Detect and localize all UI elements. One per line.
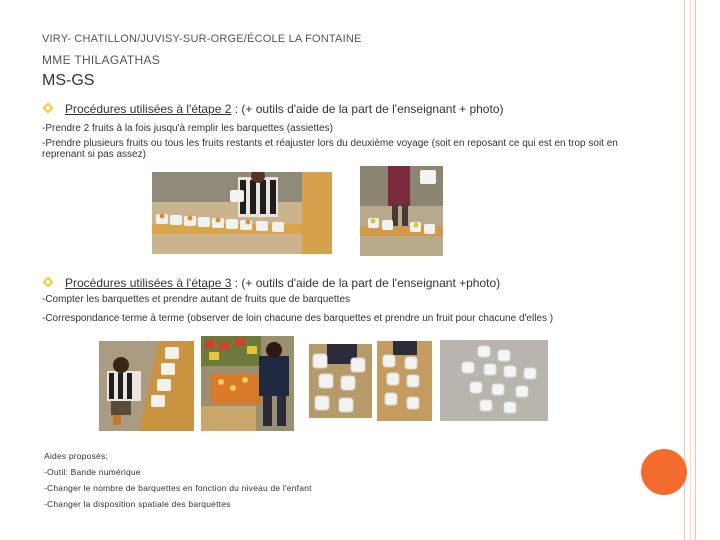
step3-item-2: -Correspondance terme à terme (observer de loin chacune des barquettes et prendre un fruit pour chacune d'elles ) [42, 313, 554, 324]
photo-step2-right [360, 166, 443, 256]
section-step2-title [65, 102, 504, 116]
section-step3-title [65, 276, 500, 290]
photo-step3-5 [440, 340, 548, 421]
bullet-icon [42, 276, 53, 287]
section-step3-title-underlined: Procédures utilisées à l'étape 3 [65, 276, 232, 290]
photo-step3-2 [201, 336, 294, 431]
border-line [695, 0, 696, 540]
teacher-name: MME THILAGATHAS [42, 53, 161, 67]
school-header: VIRY- CHATILLON/JUVISY-SUR-ORGE/ÉCOLE LA FONTAINE [42, 33, 362, 45]
section-step2-title-rest: : (+ outils d'aide de la part de l'enseignant + photo) [231, 102, 504, 116]
step2-item-2: -Prendre plusieurs fruits ou tous les fruits restants et réajuster lors du deuxième voyage (soit en reposant ce qui est en trop soit en reprenant si pas assez) [42, 138, 618, 160]
aides-title: Aides proposés: [44, 451, 108, 461]
photo-step3-1 [99, 341, 194, 431]
aide-item-1: -Outil: Bande numérique [44, 467, 141, 477]
bullet-icon [42, 102, 53, 113]
section-step2-title-underlined: Procédures utilisées à l'étape 2 [65, 102, 232, 116]
aide-item-3: -Changer la disposition spatiale des barquettes [44, 499, 231, 509]
orange-circle-icon [641, 449, 687, 495]
photo-step2-left [152, 172, 332, 254]
photo-step3-4 [377, 341, 432, 421]
step2-item-1: -Prendre 2 fruits à la fois jusqu'à remplir les barquettes (assiettes) [42, 123, 333, 134]
aide-item-2: -Changer le nombre de barquettes en fonction du niveau de l'enfant [44, 483, 312, 493]
class-level: MS-GS [42, 72, 95, 89]
step3-item-1: -Compter les barquettes et prendre autant de fruits que de barquettes [42, 294, 350, 305]
section-step3-title-rest: : (+ outils d'aide de la part de l'enseignant +photo) [231, 276, 501, 290]
border-line [684, 0, 685, 540]
photo-step3-3 [309, 344, 372, 418]
border-line [690, 0, 691, 540]
